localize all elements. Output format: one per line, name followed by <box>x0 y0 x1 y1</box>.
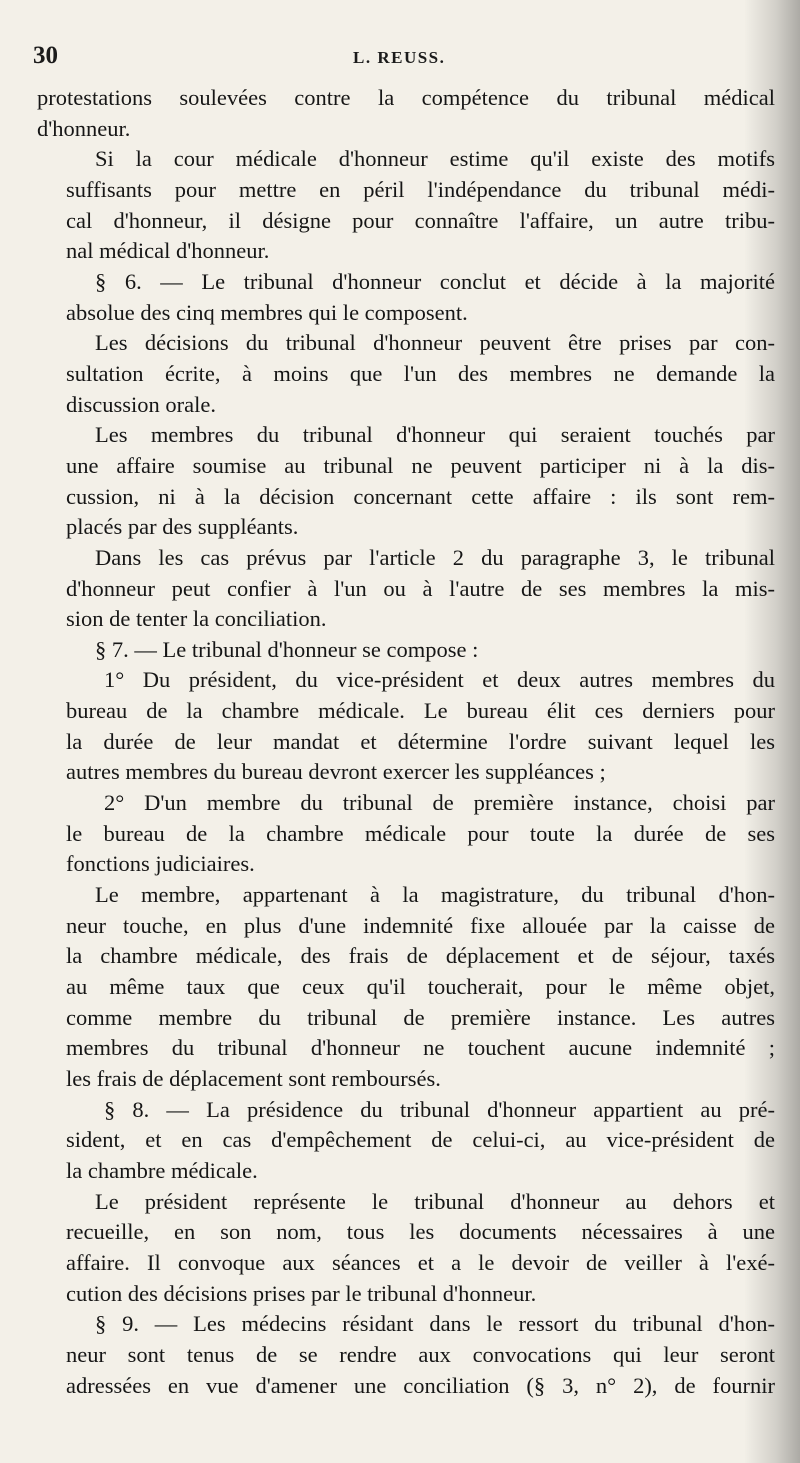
text-line: Le président représente le tribunal d'honneur au dehors et <box>95 1188 775 1214</box>
text-line: Les décisions du tribunal d'honneur peuvent être prises par con- <box>95 330 775 356</box>
paragraph <box>37 328 775 420</box>
text-line: la durée de leur mandat et détermine l'ordre suivant lequel les <box>66 728 775 754</box>
text-line: 1° Du président, du vice-président et deux autres membres du <box>104 667 775 693</box>
paragraph <box>37 1309 775 1401</box>
paragraph <box>37 788 775 880</box>
text-line: au même taux que ceux qu'il toucherait, pour le même objet, <box>66 974 775 1000</box>
running-head <box>33 42 773 74</box>
paragraph <box>37 665 775 788</box>
paragraph <box>37 267 775 328</box>
text-line: § 7. — Le tribunal d'honneur se compose : <box>95 636 479 662</box>
paragraph <box>37 420 775 543</box>
text-line: neur sont tenus de se rendre aux convocations qui leur seront <box>66 1341 775 1367</box>
body-text <box>37 83 775 1401</box>
text-line: d'honneur. <box>37 115 131 141</box>
text-line: adressées en vue d'amener une conciliation (§ 3, n° 2), de fournir <box>66 1372 775 1398</box>
text-line: discussion orale. <box>66 391 216 417</box>
paragraph <box>37 1187 775 1310</box>
page-number: 30 <box>33 42 58 69</box>
text-line: les frais de déplacement sont remboursés. <box>66 1066 441 1091</box>
text-line: membres du tribunal d'honneur ne touchent aucune indemnité ; <box>66 1035 775 1061</box>
paragraph <box>37 880 775 1095</box>
text-line: fonctions judiciaires. <box>66 851 255 877</box>
paragraph <box>37 144 775 267</box>
paragraph <box>37 543 775 635</box>
running-head-author: L. REUSS. <box>353 48 446 67</box>
text-line: sultation écrite, à moins que l'un des membres ne demande la <box>66 360 775 386</box>
text-line: la chambre médicale. <box>66 1157 258 1183</box>
text-line: placés par des suppléants. <box>66 514 299 540</box>
text-line: Si la cour médicale d'honneur estime qu'il existe des motifs <box>95 146 775 172</box>
text-line: Les membres du tribunal d'honneur qui seraient touchés par <box>95 422 775 448</box>
text-line: cussion, ni à la décision concernant cette affaire : ils sont rem- <box>66 483 775 509</box>
text-line: 2° D'un membre du tribunal de première instance, choisi par <box>104 790 775 816</box>
paragraph <box>37 635 775 666</box>
text-line: absolue des cinq membres qui le composent. <box>66 299 468 325</box>
text-line: autres membres du bureau devront exercer les suppléances ; <box>66 759 606 785</box>
text-line: cal d'honneur, il désigne pour connaître l'affaire, un autre tribu- <box>66 207 775 233</box>
text-line: sion de tenter la conciliation. <box>66 606 327 632</box>
text-line: nal médical d'honneur. <box>66 238 270 264</box>
text-line: une affaire soumise au tribunal ne peuvent participer ni à la dis- <box>66 452 775 478</box>
text-line: Dans les cas prévus par l'article 2 du paragraphe 3, le tribunal <box>95 544 775 570</box>
text-line: § 6. — Le tribunal d'honneur conclut et décide à la majorité <box>95 268 775 294</box>
text-line: § 8. — La présidence du tribunal d'honneur appartient au pré- <box>104 1096 775 1122</box>
text-line: cution des décisions prises par le tribunal d'honneur. <box>66 1280 537 1306</box>
text-line: comme membre du tribunal de première instance. Les autres <box>66 1004 775 1030</box>
text-line: protestations soulevées contre la compétence du tribunal médical <box>37 85 775 110</box>
paragraph <box>37 83 775 144</box>
text-line: Le membre, appartenant à la magistrature, du tribunal d'hon- <box>95 882 775 908</box>
paragraph <box>37 1095 775 1187</box>
text-line: § 9. — Les médecins résidant dans le ressort du tribunal d'hon- <box>95 1311 775 1337</box>
text-line: recueille, en son nom, tous les documents nécessaires à une <box>66 1219 775 1245</box>
text-line: le bureau de la chambre médicale pour toute la durée de ses <box>66 820 775 846</box>
text-line: neur touche, en plus d'une indemnité fixe allouée par la caisse de <box>66 912 775 938</box>
text-line: sident, et en cas d'empêchement de celui-ci, au vice-président de <box>66 1127 775 1153</box>
text-line: bureau de la chambre médicale. Le bureau élit ces derniers pour <box>66 698 775 724</box>
text-line: affaire. Il convoque aux séances et a le devoir de veiller à l'exé- <box>66 1249 775 1275</box>
text-line: suffisants pour mettre en péril l'indépendance du tribunal médi- <box>66 176 775 202</box>
text-line: d'honneur peut confier à l'un ou à l'autre de ses membres la mis- <box>66 575 775 601</box>
text-line: la chambre médicale, des frais de déplacement et de séjour, taxés <box>66 943 775 969</box>
